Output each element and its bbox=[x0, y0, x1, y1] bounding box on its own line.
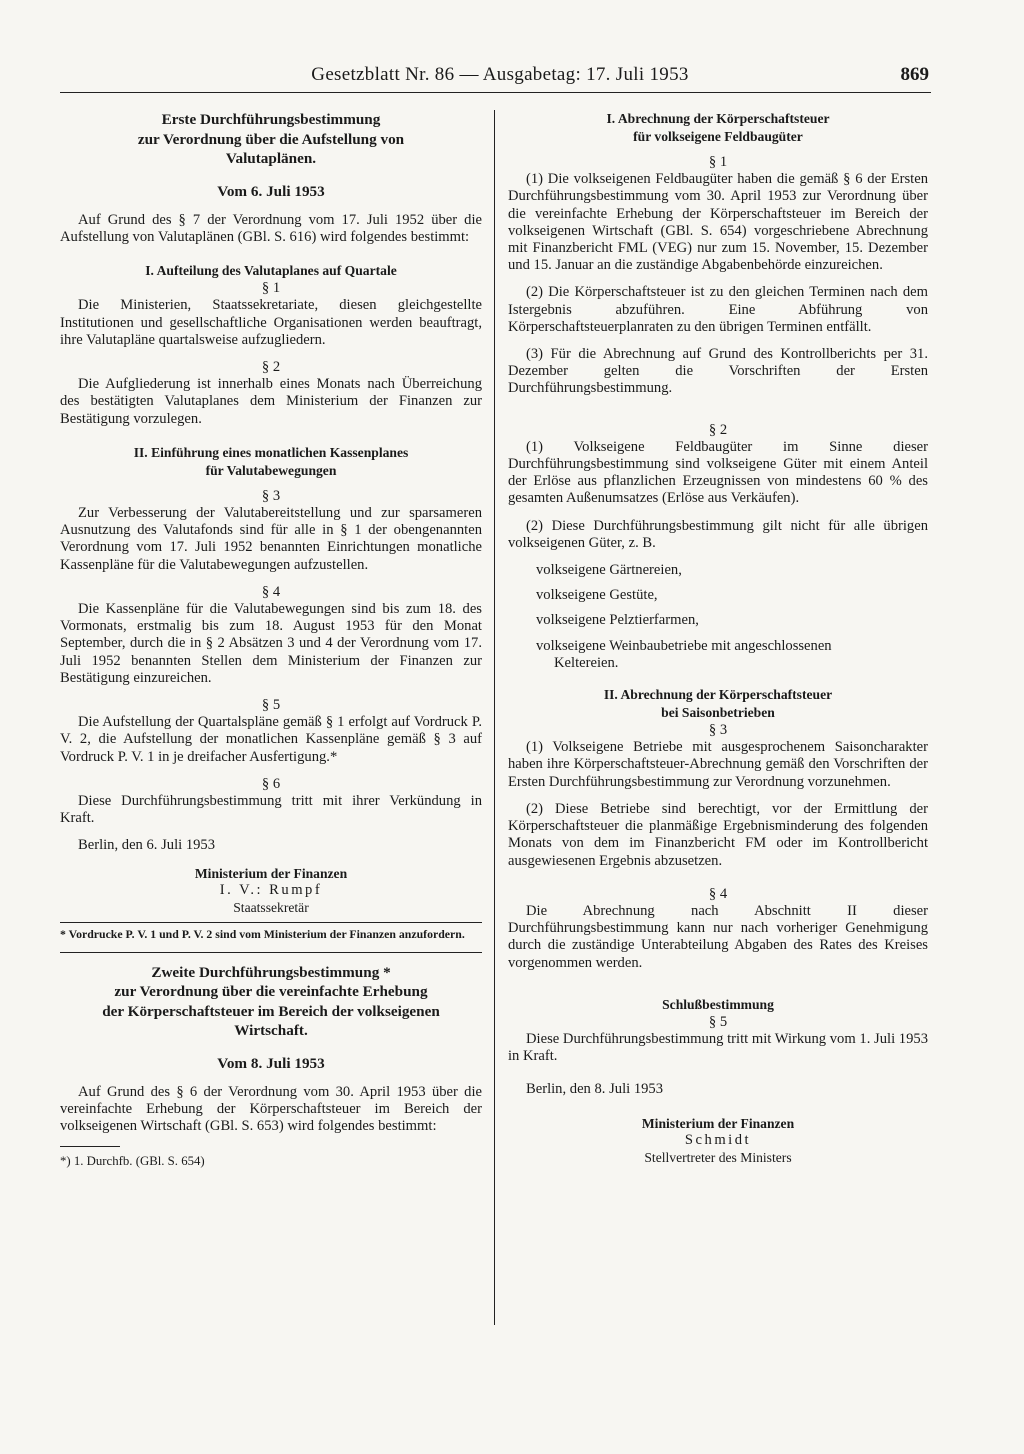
doc1-title bbox=[60, 110, 482, 169]
right-paragraph-1-clause-2: (2) Die Körperschaftsteuer ist zu den gleichen Terminen nach dem Istergebnis abzuführen. Eine Abführung von Körperschaftsteuerplanraten zu den übrigen Terminen entfällt. bbox=[508, 284, 928, 335]
doc1-section-1-title: I. Aufteilung des Valutaplanes auf Quartale bbox=[145, 263, 397, 279]
doc1-title-line: Valutaplänen. bbox=[225, 150, 317, 167]
paragraph-1-label: § 1 bbox=[261, 280, 281, 297]
paragraph-5-text: Die Aufstellung der Quartalspläne gemäß § 1 erfolgt auf Vordruck P. V. 2, die Aufstellung der monatlichen Kassenpläne gemäß § 3 auf Vordruck P. V. 1 in je dreifacher Ausfertigung.* bbox=[60, 714, 482, 765]
doc1-footnote: * Vordrucke P. V. 1 und P. V. 2 sind vom Ministerium der Finanzen anzufordern. bbox=[60, 927, 465, 942]
right-paragraph-2-clause-1: (1) Volkseigene Feldbaugüter im Sinne dieser Durchführungsbestimmung sind volkseigene Güter mit einem Anteil der Erlöse aus pflanzlichen Erzeugnissen von mindestens 60 % des gesamten Außenumsatzes (Erlöse aus Verkäufen). bbox=[508, 438, 928, 507]
right-paragraph-1-label: § 1 bbox=[708, 154, 728, 170]
list-item: volkseigene Weinbaubetriebe mit angeschlossenen bbox=[536, 637, 832, 654]
doc2-footnote: *) 1. Durchfb. (GBl. S. 654) bbox=[60, 1153, 205, 1168]
paragraph-2-text: Die Aufgliederung ist innerhalb eines Monats nach Überreichung des bestätigten Valutaplanes dem Ministerium der Finanzen zur Bestätigung vorzulegen. bbox=[60, 376, 482, 427]
right-paragraph-4-label: § 4 bbox=[708, 885, 728, 902]
doc1-signature-role: Staatssekretär bbox=[233, 900, 309, 915]
paragraph-4-text: Die Kassenpläne für die Valutabewegungen sind bis zum 18. des Vormonats, erstmalig bis zum 18. August 1953 für den Monat September, durch die in § 2 Absätzen 3 und 4 der Verordnung vom 17. Juli 1952 benannten Stellen dem Ministerium der Finanzen zur Bestätigung einzureichen. bbox=[60, 600, 482, 686]
doc2-title-line: zur Verordnung über die vereinfachte Erhebung bbox=[114, 983, 428, 1001]
doc2-title-line: Zweite Durchführungsbestimmung * bbox=[151, 963, 391, 981]
paragraph-3-text: Zur Verbesserung der Valutabereitstellung und zur sparsameren Ausnutzung des Valutafonds sind für alle in § 1 der obengenannten Verordnung vom 17. Juli 1952 benannten Einrichtungen monatliche Kassenpläne für die Valutabewegungen aufzustellen. bbox=[60, 504, 482, 573]
paragraph-3-label: § 3 bbox=[261, 487, 281, 504]
paragraph-6-label: § 6 bbox=[261, 775, 281, 792]
final-provision-title: Schlußbestimmung bbox=[662, 996, 774, 1012]
doc1-section-2-title-line: II. Einführung eines monatlichen Kassenplanes bbox=[133, 444, 409, 460]
doc2-title-line: Wirtschaft. bbox=[234, 1022, 308, 1040]
doc2-title bbox=[60, 963, 482, 1041]
right-paragraph-2-clause-2: (2) Diese Durchführungsbestimmung gilt nicht für alle übrigen volkseigenen Güter, z. B. bbox=[508, 517, 928, 551]
doc2-title-line: der Körperschaftsteuer im Bereich der volkseigenen bbox=[102, 1002, 440, 1020]
right-paragraph-1-clause-1: (1) Die volkseigenen Feldbaugüter haben die gemäß § 6 der Ersten Durchführungsbestimmung vom 30. April 1953 zur Verordnung über die vereinfachte Erhebung der Körperschaftsteuer im Bereich der volkseigenen Wirtschaft (GBl. S. 654) vorgeschriebene Abrechnung mit Finanzbericht FML (VEG) nur zum 15. November, 15. Dezember und 15. Januar an die zuständige Abgabenbehörde einzureichen. bbox=[508, 171, 928, 274]
list-item: volkseigene Pelztierfarmen, bbox=[536, 612, 699, 629]
right-place-date: Berlin, den 8. Juli 1953 bbox=[526, 1081, 664, 1098]
right-paragraph-2-label: § 2 bbox=[708, 421, 728, 438]
footnote-rule bbox=[60, 1146, 120, 1147]
paragraph-6-text: Diese Durchführungsbestimmung tritt mit ihrer Verkündung in Kraft. bbox=[60, 792, 482, 827]
doc1-date: Vom 6. Juli 1953 bbox=[217, 182, 325, 200]
left-column bbox=[60, 110, 482, 1170]
doc1-preamble: Auf Grund des § 7 der Verordnung vom 17. Juli 1952 über die Aufstellung von Valutaplänen (GBl. S. 616) wird folgendes bestimmt: bbox=[60, 211, 482, 245]
page-header bbox=[0, 62, 1024, 96]
paragraph-5-label: § 5 bbox=[261, 696, 281, 713]
doc1-section-2-title-line: für Valutabewegungen bbox=[205, 462, 337, 478]
list-item-continuation: Keltereien. bbox=[554, 654, 619, 671]
header-rule bbox=[60, 92, 931, 93]
gazette-title: Gesetzblatt Nr. 86 — Ausgabetag: 17. Juli 1953 bbox=[311, 64, 689, 85]
right-paragraph-3-clause-1: (1) Volkseigene Betriebe mit ausgesprochenem Saisoncharakter haben ihre Körperschaftsteuer-Abrechnung gemäß den Vorschriften der Ersten Durchführungsbestimmung zur Verordnung vorzunehmen. bbox=[508, 739, 928, 790]
doc1-signature-org: Ministerium der Finanzen bbox=[194, 865, 348, 881]
right-paragraph-5-text: Diese Durchführungsbestimmung tritt mit Wirkung vom 1. Juli 1953 in Kraft. bbox=[508, 1030, 928, 1065]
right-signature-org: Ministerium der Finanzen bbox=[641, 1115, 795, 1131]
right-paragraph-3-label: § 3 bbox=[708, 722, 728, 739]
right-paragraph-3-clause-2: (2) Diese Betriebe sind berechtigt, vor der Ermittlung der Körperschaftsteuer die planmäßige Ergebnisminderung des folgenden Monats von dem im Finanzbericht FM oder im Kontrollbericht ausgewiesenen Ergebnis abzusetzen. bbox=[508, 800, 928, 869]
right-paragraph-4-text: Die Abrechnung nach Abschnitt II dieser Durchführungsbestimmung kann nur nach vorheriger Genehmigung durch die zuständige Unterabteilung Abgaben des Rates des Kreises vorgenommen werden. bbox=[508, 902, 928, 971]
column-divider bbox=[494, 110, 495, 1325]
right-signature-role: Stellvertreter des Ministers bbox=[644, 1149, 792, 1165]
right-section-1-title-line: für volkseigene Feldbaugüter bbox=[633, 129, 803, 144]
right-paragraph-5-label: § 5 bbox=[708, 1013, 728, 1030]
right-section-1-title-line: I. Abrechnung der Körperschaftsteuer bbox=[606, 111, 830, 126]
page-number: 869 bbox=[900, 64, 929, 85]
doc2-preamble: Auf Grund des § 6 der Verordnung vom 30. April 1953 über die vereinfachte Erhebung der Körperschaftsteuer im Bereich der volkseigenen Wirtschaft (GBl. S. 653) wird folgendes bestimmt: bbox=[60, 1083, 482, 1135]
paragraph-1-text: Die Ministerien, Staatssekretariate, diesen gleichgestellte Institutionen und gesellschaftliche Organisationen werden beauftragt, ihre Valutapläne quartalsweise aufzugliedern. bbox=[60, 297, 482, 348]
list-item: volkseigene Gärtnereien, bbox=[536, 562, 682, 579]
doc1-signature-name: I. V.: Rumpf bbox=[219, 881, 323, 898]
right-section-2-title-line: II. Abrechnung der Körperschaftsteuer bbox=[603, 687, 833, 703]
right-section-2-title-line: bei Saisonbetrieben bbox=[661, 705, 775, 721]
document-separator bbox=[60, 952, 482, 953]
right-column bbox=[508, 110, 928, 1166]
right-signature-name: Schmidt bbox=[684, 1131, 752, 1148]
footnote-rule bbox=[60, 922, 482, 923]
right-paragraph-1-clause-3: (3) Für die Abrechnung auf Grund des Kontrollberichts per 31. Dezember gelten die Vorschriften der Ersten Durchführungsbestimmung. bbox=[508, 346, 928, 397]
paragraph-4-label: § 4 bbox=[261, 583, 281, 600]
list-item: volkseigene Gestüte, bbox=[536, 587, 658, 604]
doc1-place-date: Berlin, den 6. Juli 1953 bbox=[78, 837, 216, 854]
paragraph-2-label: § 2 bbox=[261, 358, 281, 375]
doc1-title-line: zur Verordnung über die Aufstellung von bbox=[137, 130, 405, 148]
doc2-date: Vom 8. Juli 1953 bbox=[217, 1054, 325, 1072]
doc1-title-line: Erste Durchführungsbestimmung bbox=[161, 111, 381, 128]
